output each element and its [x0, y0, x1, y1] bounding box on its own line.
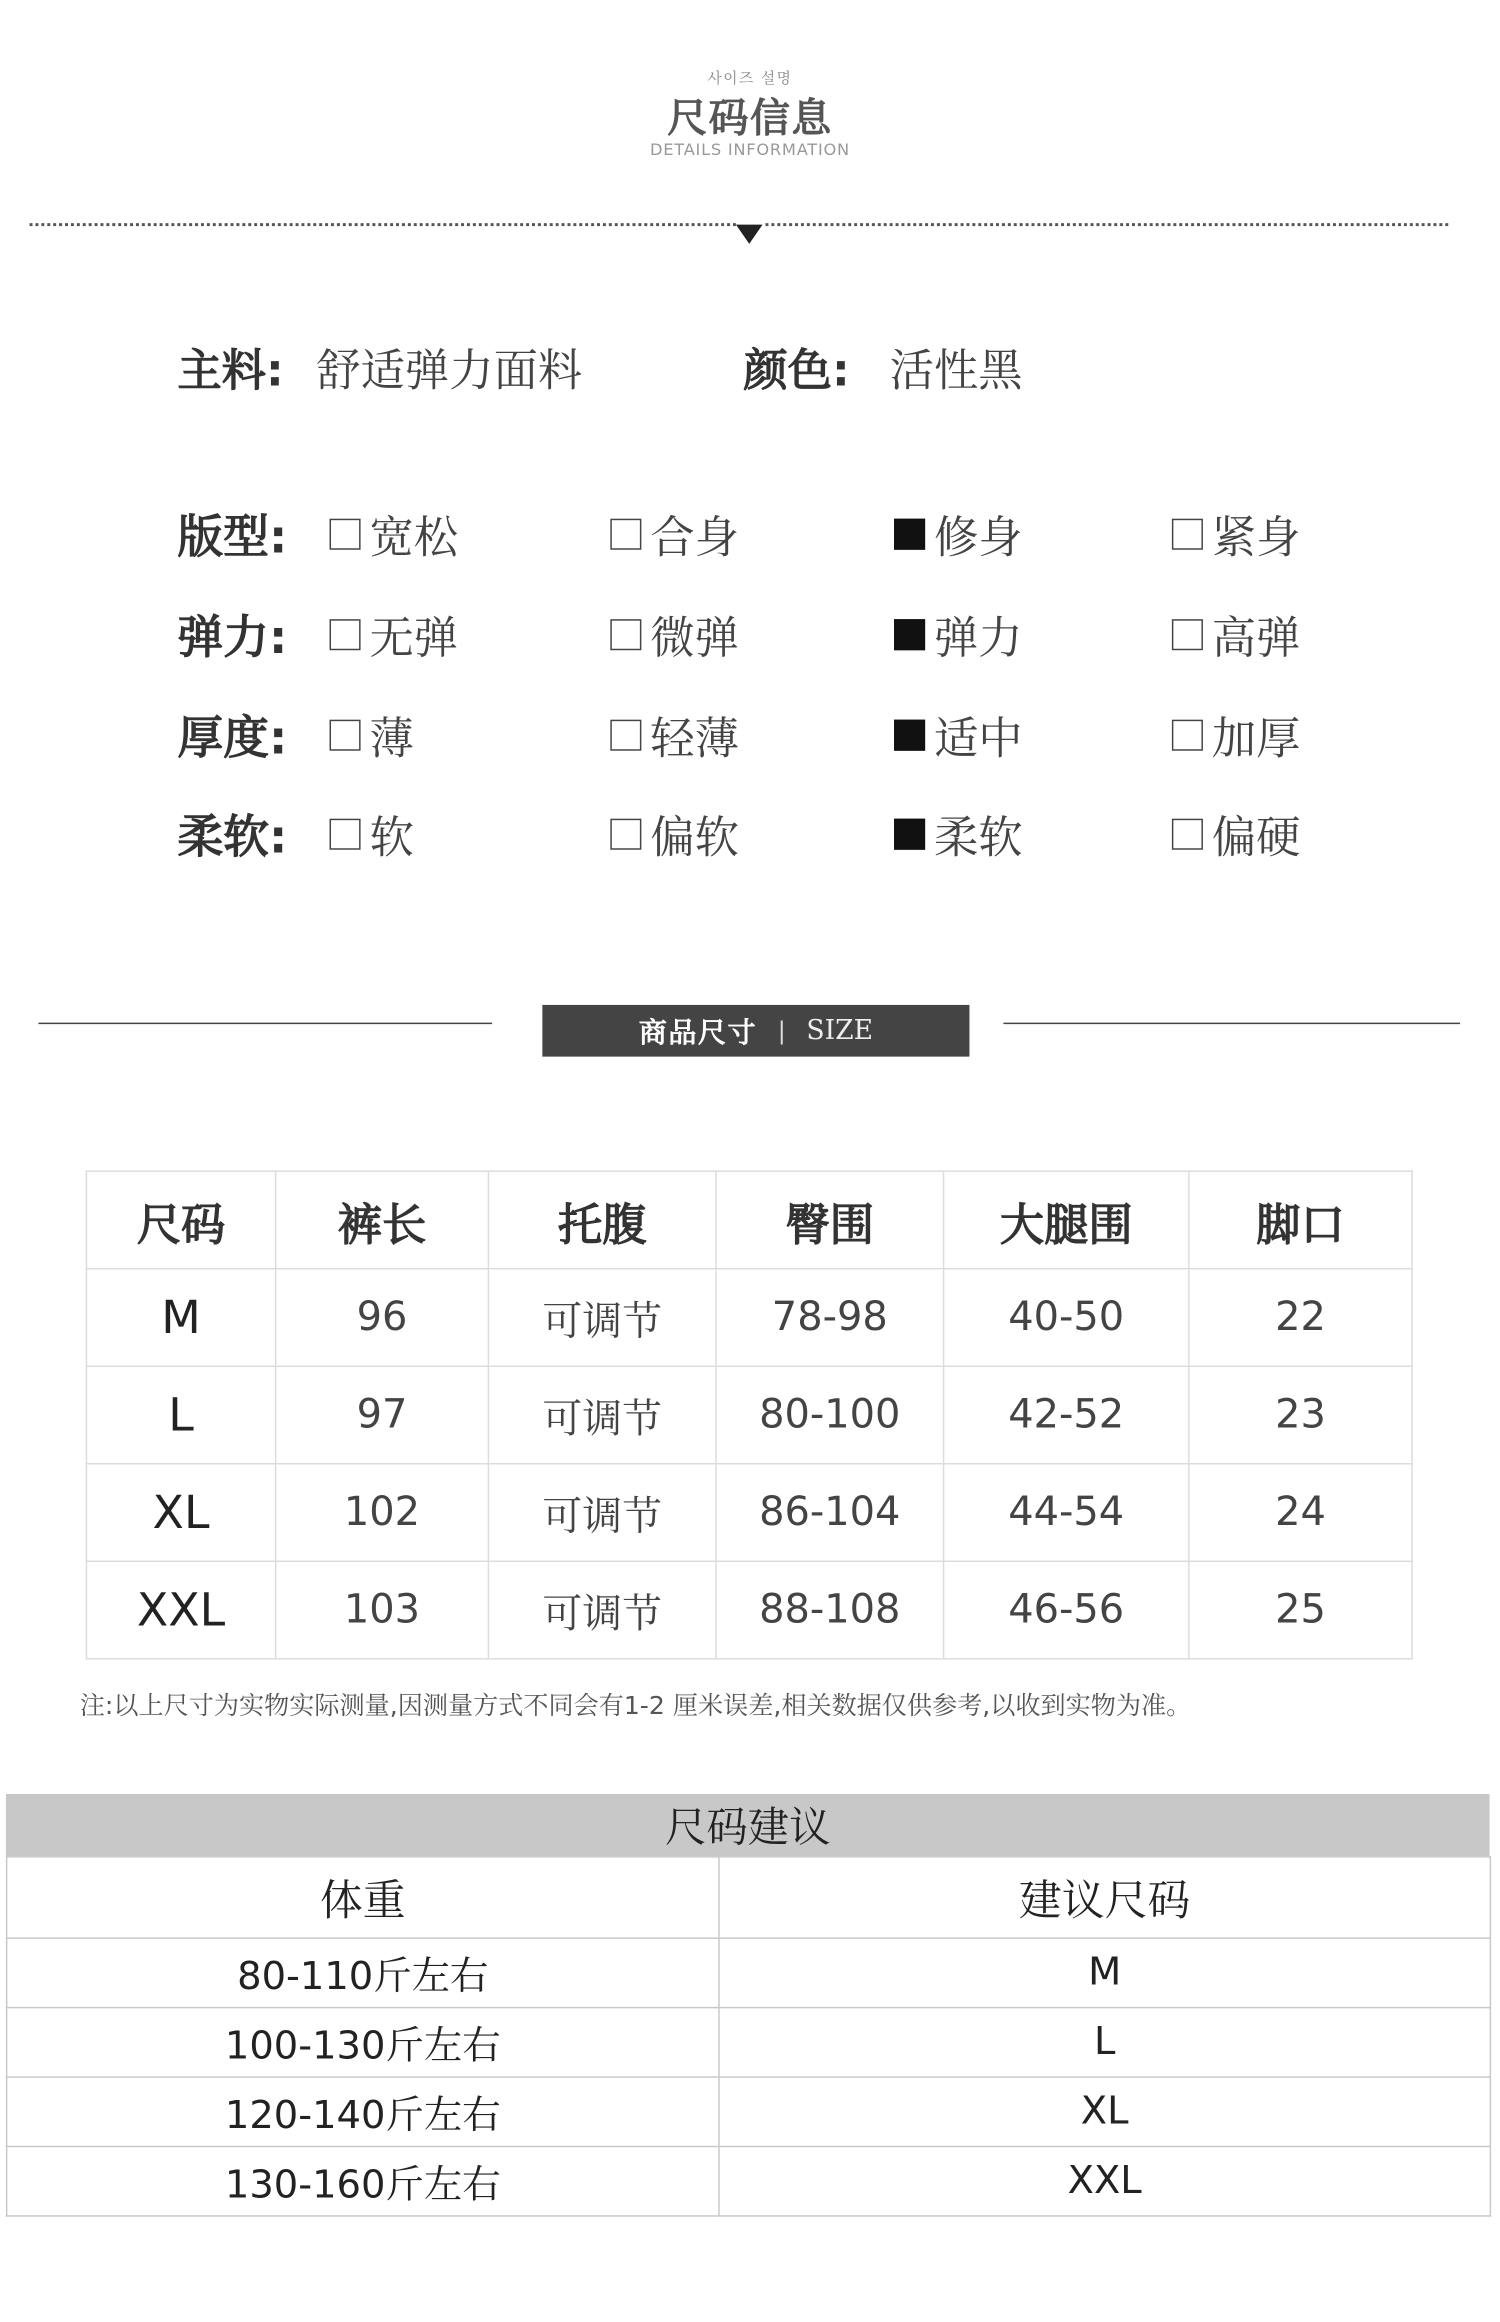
- table-cell: 102: [276, 1464, 489, 1562]
- header-small-text: 사이즈 설명: [707, 70, 793, 88]
- unchecked-box-icon: [610, 518, 641, 549]
- unchecked-box-icon: [330, 818, 361, 849]
- table-cell: 46-56: [944, 1561, 1189, 1659]
- table-row: [86, 1269, 1412, 1367]
- table-cell: L: [719, 2008, 1490, 2077]
- table-cell: L: [86, 1366, 275, 1464]
- suggestion-table-body: [7, 1938, 1491, 2216]
- table-row: [7, 2008, 1491, 2077]
- material-value: 舒适弹力面料: [316, 345, 583, 398]
- banner-english: SIZE: [806, 1015, 874, 1047]
- option-label: 高弹: [1211, 613, 1301, 666]
- table-row: [86, 1366, 1412, 1464]
- option-label: 轻薄: [650, 713, 739, 766]
- attribute-label: 弹力:: [177, 611, 288, 666]
- page-title: 尺码信息: [667, 96, 833, 142]
- attribute-option: [894, 801, 1023, 866]
- header-length: 裤长: [276, 1171, 489, 1269]
- attribute-option: [610, 702, 739, 767]
- header-thigh: 大腿围: [944, 1171, 1189, 1269]
- attribute-option: [894, 702, 1023, 767]
- unchecked-box-icon: [1172, 818, 1203, 849]
- attribute-label: 版型:: [177, 511, 288, 565]
- table-cell: 25: [1189, 1561, 1412, 1659]
- option-label: 紧身: [1211, 512, 1301, 565]
- banner-rule-right: [1003, 1023, 1460, 1024]
- unchecked-box-icon: [330, 618, 361, 649]
- table-cell: M: [719, 1938, 1490, 2007]
- header-suggested-size: 建议尺码: [719, 1857, 1490, 1938]
- option-label: 微弹: [650, 613, 739, 666]
- table-cell: 24: [1189, 1464, 1412, 1562]
- attribute-option: [1172, 501, 1301, 566]
- checked-box-icon: [894, 719, 925, 750]
- table-cell: XL: [719, 2077, 1490, 2146]
- option-label: 偏硬: [1211, 812, 1301, 865]
- table-cell: 23: [1189, 1366, 1412, 1464]
- header-hem: 脚口: [1189, 1171, 1412, 1269]
- unchecked-box-icon: [610, 618, 641, 649]
- page-subtitle: DETAILS INFORMATION: [650, 140, 850, 160]
- color-value: 活性黑: [889, 345, 1023, 398]
- banner-title: 商品尺寸: [638, 1016, 758, 1050]
- table-cell: 80-100: [716, 1366, 944, 1464]
- dotted-divider-left: [30, 223, 736, 226]
- attribute-option: [610, 801, 739, 866]
- attribute-option: [610, 601, 739, 666]
- size-table: [86, 1170, 1413, 1659]
- option-label: 薄: [369, 713, 414, 766]
- header-weight: 体重: [7, 1857, 719, 1938]
- table-row: [7, 2077, 1491, 2146]
- unchecked-box-icon: [1172, 518, 1203, 549]
- attribute-option: [894, 601, 1023, 666]
- table-cell: 88-108: [716, 1561, 944, 1659]
- option-label: 合身: [650, 512, 739, 565]
- attribute-option: [610, 501, 739, 566]
- table-cell: 可调节: [488, 1269, 716, 1367]
- attribute-label: 柔软:: [177, 811, 288, 865]
- caret-down-icon: [736, 225, 763, 244]
- table-cell: 42-52: [944, 1366, 1189, 1464]
- suggestion-header-row: [7, 1857, 1491, 1938]
- attribute-option: [1172, 702, 1301, 767]
- option-label: 适中: [933, 713, 1023, 766]
- option-label: 柔软: [933, 812, 1023, 865]
- table-cell: 78-98: [716, 1269, 944, 1367]
- header-belly: 托腹: [488, 1171, 716, 1269]
- banner-separator: |: [777, 1016, 786, 1045]
- table-cell: 100-130斤左右: [7, 2008, 719, 2077]
- table-cell: 96: [276, 1269, 489, 1367]
- material-label: 主料:: [177, 345, 284, 398]
- table-cell: 103: [276, 1561, 489, 1659]
- attribute-option: [330, 601, 459, 666]
- table-row: [7, 1938, 1491, 2007]
- unchecked-box-icon: [330, 719, 361, 750]
- attribute-option: [894, 501, 1023, 566]
- measurement-note: 注:以上尺寸为实物实际测量,因测量方式不同会有1-2 厘米误差,相关数据仅供参考,以收到实物为准。: [79, 1692, 1192, 1722]
- attribute-option: [330, 501, 459, 566]
- table-cell: 80-110斤左右: [7, 1938, 719, 2007]
- dotted-divider-right: [766, 223, 1449, 226]
- banner-rule-left: [38, 1023, 492, 1024]
- option-label: 偏软: [650, 812, 739, 865]
- unchecked-box-icon: [330, 518, 361, 549]
- checked-box-icon: [894, 818, 925, 849]
- table-cell: 可调节: [488, 1366, 716, 1464]
- table-cell: 可调节: [488, 1464, 716, 1562]
- color-label: 颜色:: [743, 345, 850, 398]
- suggestion-table: [6, 1856, 1491, 2217]
- attribute-option: [1172, 601, 1301, 666]
- table-cell: 40-50: [944, 1269, 1189, 1367]
- option-label: 修身: [933, 512, 1023, 565]
- table-row: [86, 1464, 1412, 1562]
- table-cell: M: [86, 1269, 275, 1367]
- unchecked-box-icon: [610, 719, 641, 750]
- table-cell: 86-104: [716, 1464, 944, 1562]
- checked-box-icon: [894, 618, 925, 649]
- header-hip: 臀围: [716, 1171, 944, 1269]
- attribute-option: [1172, 801, 1301, 866]
- option-label: 无弹: [369, 613, 459, 666]
- attribute-option: [330, 702, 414, 767]
- table-cell: 可调节: [488, 1561, 716, 1659]
- table-cell: XL: [86, 1464, 275, 1562]
- suggestion-title: 尺码建议: [6, 1794, 1490, 1856]
- option-label: 弹力: [933, 613, 1023, 666]
- size-table-header-row: [86, 1171, 1412, 1269]
- table-cell: XXL: [86, 1561, 275, 1659]
- table-cell: XXL: [719, 2147, 1490, 2216]
- option-label: 软: [369, 812, 414, 865]
- table-row: [7, 2147, 1491, 2216]
- table-cell: 44-54: [944, 1464, 1189, 1562]
- table-row: [86, 1561, 1412, 1659]
- table-cell: 97: [276, 1366, 489, 1464]
- unchecked-box-icon: [1172, 618, 1203, 649]
- table-cell: 130-160斤左右: [7, 2147, 719, 2216]
- size-section-banner: [542, 1005, 969, 1057]
- attribute-option: [330, 801, 414, 866]
- attribute-label: 厚度:: [177, 712, 288, 766]
- table-cell: 120-140斤左右: [7, 2077, 719, 2146]
- size-table-body: [86, 1269, 1412, 1659]
- option-label: 加厚: [1211, 713, 1301, 766]
- header-size: 尺码: [86, 1171, 275, 1269]
- option-label: 宽松: [369, 512, 459, 565]
- unchecked-box-icon: [610, 818, 641, 849]
- table-cell: 22: [1189, 1269, 1412, 1367]
- unchecked-box-icon: [1172, 719, 1203, 750]
- checked-box-icon: [894, 518, 925, 549]
